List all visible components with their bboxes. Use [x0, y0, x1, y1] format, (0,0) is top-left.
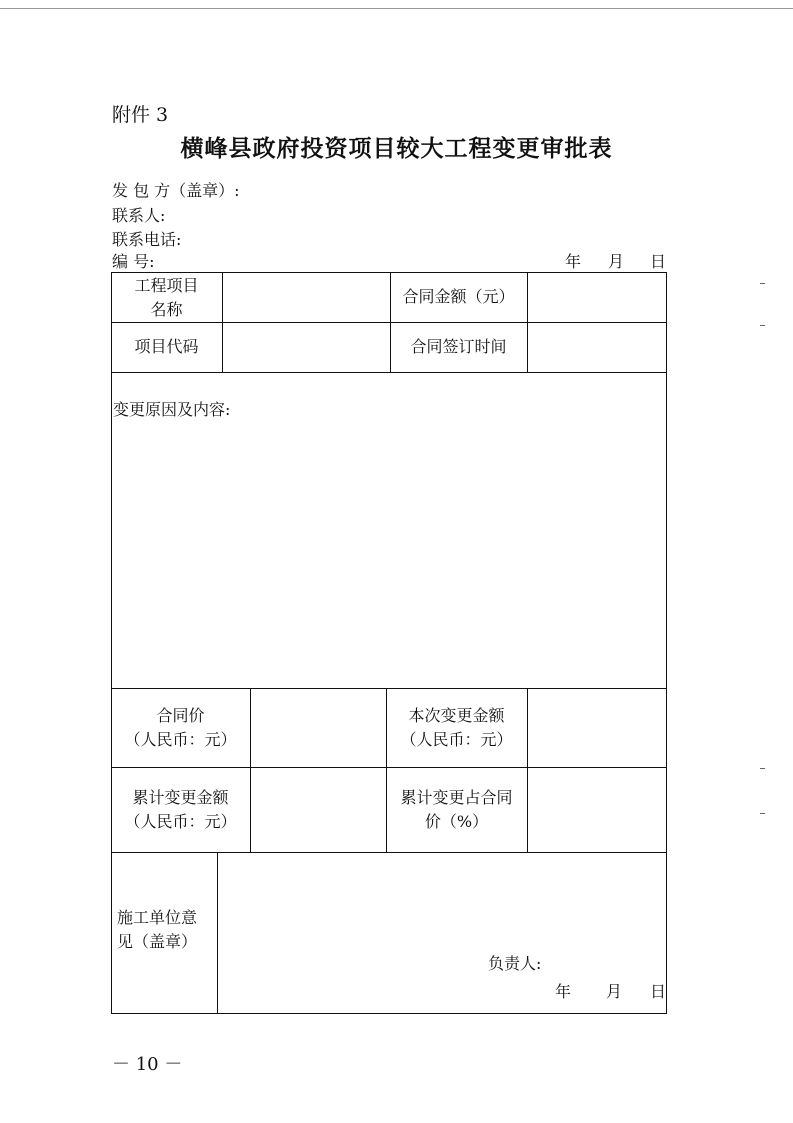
opinion-date-month: 月: [606, 982, 623, 1001]
cumulative-change-label: 累计变更金额 （人民币：元）: [124, 788, 237, 831]
number-label: 编 号:: [112, 252, 155, 271]
page-number: － 10 －: [112, 1054, 183, 1075]
contract-signing-time-field[interactable]: [527, 322, 667, 372]
document-title: 横峰县政府投资项目较大工程变更审批表: [180, 135, 613, 162]
project-name-field[interactable]: [222, 272, 390, 322]
date-month: 月: [608, 252, 625, 271]
contractor-label: 发 包 方（盖章）:: [112, 181, 240, 200]
row-divider: [111, 372, 667, 373]
contract-signing-time-label: 合同签订时间: [410, 337, 507, 356]
contract-price-field[interactable]: [250, 688, 386, 767]
project-name-label: 工程项目 名称: [134, 276, 199, 319]
scan-mark: [760, 813, 765, 814]
project-code-field[interactable]: [222, 322, 390, 372]
cumulative-ratio-label: 累计变更占合同 价（%）: [400, 788, 513, 831]
opinion-date-day: 日: [650, 982, 667, 1001]
scan-mark: [760, 283, 765, 284]
contract-price-label: 合同价 （人民币：元）: [124, 706, 237, 749]
change-reason-field[interactable]: [111, 425, 667, 687]
contact-phone-label: 联系电话:: [112, 230, 182, 249]
construction-opinion-label: 施工单位意 见（盖章）: [117, 908, 198, 951]
this-change-amount-field[interactable]: [527, 688, 667, 767]
attachment-label: 附件 3: [112, 104, 169, 126]
contact-person-label: 联系人:: [112, 206, 166, 225]
date-day: 日: [650, 252, 667, 271]
project-code-label: 项目代码: [134, 337, 199, 356]
construction-opinion-field[interactable]: [218, 853, 666, 943]
top-border-line: [0, 8, 793, 9]
scan-mark: [760, 768, 765, 769]
change-reason-label: 变更原因及内容:: [113, 400, 231, 419]
responsible-person-label: 负责人:: [488, 954, 542, 973]
opinion-date-year: 年: [555, 982, 572, 1001]
date-year: 年: [565, 252, 582, 271]
this-change-amount-label: 本次变更金额 （人民币：元）: [400, 706, 513, 749]
contract-amount-label: 合同金额（元）: [402, 287, 515, 306]
contract-amount-field[interactable]: [527, 272, 667, 322]
cumulative-change-field[interactable]: [250, 767, 386, 852]
scan-mark: [760, 325, 765, 326]
cumulative-ratio-field[interactable]: [527, 767, 667, 852]
